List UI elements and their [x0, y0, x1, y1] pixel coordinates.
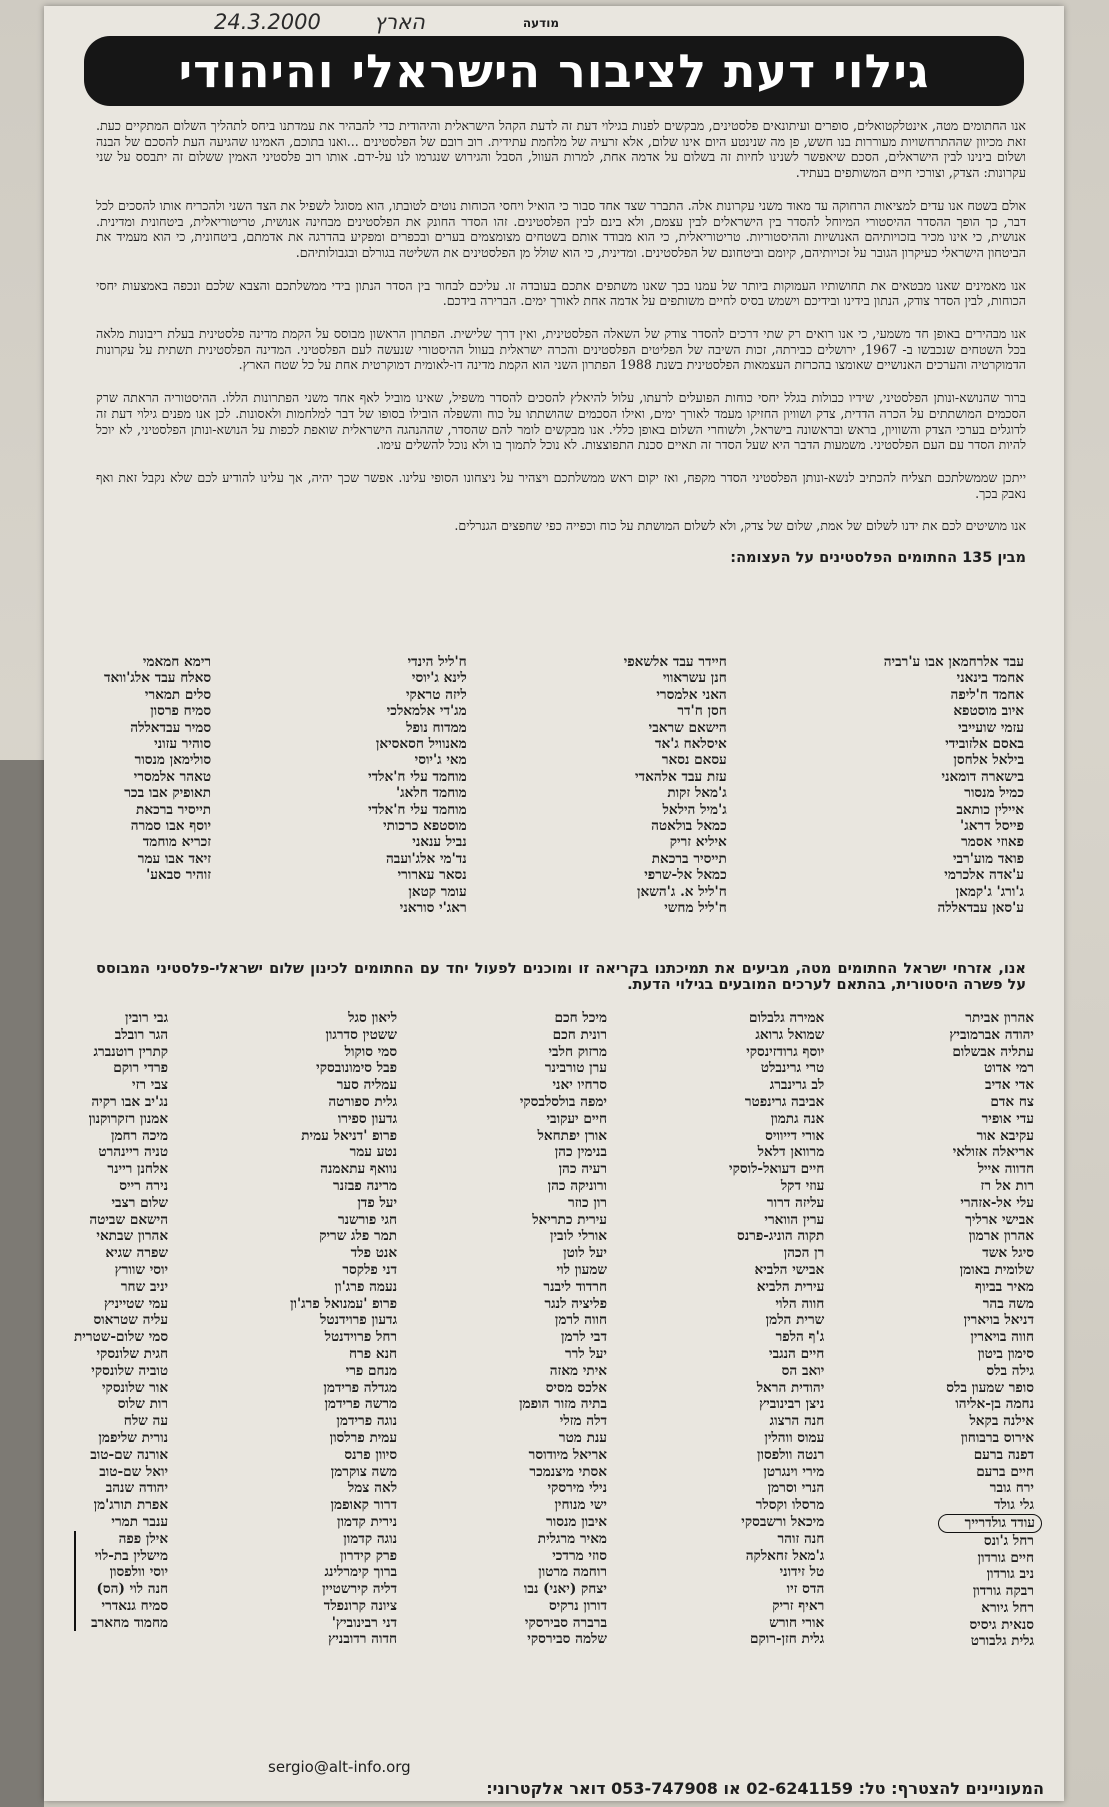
signatory-name: פרק קידרון	[339, 1547, 398, 1564]
signatory-name: איבון מנסור	[546, 1513, 607, 1530]
signatory-name: שלמה סבירסקי	[527, 1631, 607, 1648]
signatory-name: חווה בויארין	[970, 1329, 1034, 1346]
signatory-name: נביל ענאני	[412, 834, 467, 851]
signatory-name: נוואף עתאמנה	[320, 1161, 398, 1178]
signatory-name: אורלי לובין	[550, 1228, 607, 1245]
signatory-name: כמיל מנסור	[964, 785, 1024, 802]
signatory-name: שלומית באומן	[959, 1261, 1034, 1278]
signatory-name: נוגה פרידמן	[336, 1413, 398, 1430]
signatory-name: סוזי מרדכי	[552, 1547, 607, 1564]
signatory-name: סלים תמארי	[144, 686, 212, 703]
signatory-name: עירית כתריאל	[532, 1211, 607, 1228]
signatory-name: אריאל מיודוסר	[528, 1446, 607, 1463]
signatory-name: לאה צמל	[347, 1480, 398, 1497]
signatory-name: עה שלח	[123, 1413, 169, 1430]
signatory-name: מוחמד חלאג'	[396, 785, 467, 802]
signatory-name: אמנון רזקרוקנון	[88, 1110, 169, 1127]
signatory-name: ליזה טראקי	[405, 686, 467, 703]
signatory-name: יוסף גרודזינסקי	[746, 1043, 825, 1060]
signatory-name: רבקה גורדון	[972, 1583, 1034, 1600]
signatory-name: חגי פורשנר	[337, 1211, 398, 1228]
signatory-name: יעל פדן	[357, 1194, 398, 1211]
signatory-name: ענת מטר	[558, 1429, 607, 1446]
signatory-name: מג'די אלמאלכי	[386, 703, 467, 720]
paragraph: אולם בשטח אנו עדים למציאות הרחוקה עד מאוד משני עקרונות אלה. התברר שצד אחד סבור כי הואיל ויחסי הכוחות נוטים לטובתו, הוא מסוגל לשפיל את הצד השני ולהכריח אותו להסכים לכל דבר, כך הופך ההסדר ההיסטורי המיוחל להסדר בין הישראלים לבין עצמם, ולא בינם לבין הפלסטינים. זהו הסדר החונק את הפלסטינים מבחינה אנושית, טריטוריאלית, ביטחונית ומדינית. אנושית, כי אינו מכיר בזכויותיהם האנושיות וההיסטוריות. טריטוריאלית, כי הוא מבודד אותם בשטחים מצומצמים בערים ובכפרים ומפקיע בהדרגה את אדמתם, ביטחונית, כי הוא מעמיד את הביטחון הישראלי כעיקרון הגובר על זכויותיהם, קיומם וביטחונם של הפלסטינים. ומדינית, כי הוא שולל מן הפלסטינים את השליטה בגורלם ובגבולותיהם.	[96, 197, 1026, 260]
signatory-name: גבי רובין	[124, 1010, 169, 1026]
signatory-name: עזמי שועייבי	[958, 719, 1024, 736]
signatory-name: ערין הווארי	[764, 1211, 825, 1228]
signatory-name: האני אלמסרי	[656, 686, 727, 703]
signatory-name: גלית גלבורט	[970, 1633, 1034, 1650]
contact-email[interactable]: sergio@alt-info.org	[268, 1758, 411, 1776]
signatory-name: עבד אלרחמאן אבו ע'רביה	[883, 654, 1024, 670]
signatory-column	[104, 654, 211, 934]
signatory-column	[74, 1010, 168, 1740]
signatory-name: עדי אופיר	[981, 1110, 1034, 1127]
signatory-name: עירית הלביא	[756, 1278, 825, 1295]
page-title: גילוי דעת לציבור הישראלי והיהודי	[178, 44, 930, 98]
promo-label: מודעה	[522, 16, 559, 30]
signatory-name: גלית ספורטה	[328, 1093, 398, 1110]
signatory-name: ראיף זריק	[772, 1597, 825, 1614]
signatory-name: עקיבא אור	[976, 1127, 1034, 1144]
signatory-name: פאוזי אסמר	[961, 834, 1024, 851]
signatory-name: סרחיו יאני	[552, 1077, 607, 1094]
signatory-name: עודד גולדרייך	[938, 1514, 1042, 1533]
paragraph: אנו מבהירים באופן חד משמעי, כי אנו רואים רק שתי דרכים להסדר צודק של השאלה הפלסטינית, ואין דרך שלישית. הפתרון הראשון מבוסס על הקמת מדינה פלסטינית בעלת ריבונות מלאה בכל השטחים שנכבשו ב- 1967, ירושלים כבירתה, זכות השיבה של הפליטים הפלסטינים והכרה ישראלית בעוול ההיסטורי שנעשה לעם הפלסטיני. המדינה הפלסטינית תשתית על עקרונות הדמוקרטיה והערכים האנושיים שאומצו בהכרזת העצמאות הפלסטינית בשנת 1988 הפתרון השני הוא הקמת מדינה דו-לאומית דמוקרטית אחת על כל שטח הארץ.	[96, 326, 1026, 373]
signatory-name: מרינה פבזנר	[332, 1177, 398, 1194]
signatory-name: נוגה קדמון	[343, 1530, 398, 1547]
signatory-name: רנטה וולפסון	[757, 1446, 825, 1463]
signatory-name: נירה רייס	[119, 1177, 169, 1194]
signatory-name: מרשה פרידמן	[324, 1396, 398, 1413]
signatory-name: איליא זריק	[669, 834, 727, 851]
signatory-name: לב גרינברג	[769, 1077, 825, 1094]
signatory-name: עליה שטראוס	[93, 1312, 169, 1329]
signatory-name: יצחק (יאני) נבו	[523, 1581, 607, 1598]
signatory-column	[624, 654, 727, 934]
signatory-name: חווה הלוי	[775, 1295, 825, 1312]
signatory-name: נילי מירסקי	[547, 1480, 607, 1497]
signatory-name: יהודית הראל	[756, 1379, 825, 1396]
signatory-name: בישארה דומאני	[941, 768, 1024, 785]
signatory-name: חיים גורדון	[977, 1549, 1034, 1566]
signatory-name: רות שלוס	[117, 1396, 169, 1413]
signatory-name: עמוס ווהלין	[764, 1429, 825, 1446]
signatory-name: נד'מי אלג'ועבה	[385, 850, 467, 867]
signatory-name: מיכל חכם	[554, 1010, 607, 1026]
signatory-name: משה צוקרמן	[330, 1463, 398, 1480]
signatory-name: הישאם שראבי	[648, 719, 727, 736]
signatory-name: מנחם פרי	[345, 1362, 398, 1379]
signatory-name: ליאון סגל	[348, 1010, 398, 1026]
signatory-name: סמיח גנאדרי	[74, 1598, 168, 1615]
signatory-name: רחל גיורא	[981, 1599, 1034, 1616]
signatory-name: אביבה גרינפטר	[744, 1093, 825, 1110]
signatory-name: דלה מזלי	[559, 1413, 607, 1430]
signatory-name: אורנה שם-טוב	[90, 1446, 169, 1463]
signatory-name: רחל ג'ונס	[983, 1532, 1034, 1549]
signatory-name: דני פלקסר	[342, 1261, 398, 1278]
signatory-name: חנה לוי (הס)	[74, 1581, 168, 1598]
signatory-name: יעל לרר	[564, 1345, 607, 1362]
signatory-name: נסאר עארורי	[397, 867, 467, 884]
signatory-column	[946, 1010, 1034, 1740]
signatory-name: סאלח עבד אלג'וואד	[104, 670, 212, 687]
signatory-name: בנימין כהן	[554, 1144, 607, 1161]
signatory-name: סמי שלום-שטרית	[74, 1329, 169, 1346]
signatory-name: ערן טורבינר	[544, 1060, 607, 1077]
signatory-name: שלום רצבי	[111, 1194, 169, 1211]
newspaper-page	[44, 6, 1064, 1801]
signatory-name: חיים ברעם	[976, 1463, 1034, 1480]
signatory-name: פייסל דראג'	[960, 818, 1024, 835]
signatory-name: מאי ג'יוסי	[414, 752, 467, 769]
signatory-name: תמר פלג שריק	[319, 1228, 398, 1245]
signatory-name: חיים יעקובי	[546, 1110, 607, 1127]
signatory-name: כמאל בולאטה	[651, 818, 727, 835]
signatory-name: אהרון שבתאי	[96, 1228, 169, 1245]
footer	[244, 1756, 1044, 1800]
signatory-name: דפנה ברעם	[973, 1446, 1034, 1463]
signatory-name: רון כוזר	[568, 1194, 607, 1211]
signatory-name: דני רבינוביץ'	[331, 1614, 398, 1631]
signatory-name: ח'ליל א. ג'השאן	[637, 883, 727, 900]
signatory-column	[519, 1010, 607, 1740]
signatory-name: פבל סימונובסקי	[316, 1060, 398, 1077]
signatory-name: קתרין רוטנברג	[93, 1043, 169, 1060]
signatory-name: מאנוויל חסאסיאן	[375, 736, 467, 753]
signatory-name: עמי שטייניץ	[103, 1295, 169, 1312]
signatory-name: מיכאל ורשבסקי	[741, 1513, 825, 1530]
signatory-name: נג'יב אבו רקיה	[91, 1093, 169, 1110]
signatory-name: ציונה קרונפלד	[323, 1597, 398, 1614]
signatory-name: תייסיר ברכאת	[136, 801, 212, 818]
israeli-signatories	[74, 1010, 1034, 1740]
signatory-name: אסתי מיצנמכר	[529, 1463, 607, 1480]
signatory-name: איילין כותאב	[956, 801, 1024, 818]
signatory-name: אמירה גלבלום	[748, 1010, 825, 1026]
signatory-name: חנה זוהר	[777, 1530, 825, 1547]
signatory-name: יוסי וולפסון	[74, 1564, 168, 1581]
signatory-name: אבישי הלביא	[754, 1261, 825, 1278]
signatory-name: אורי חורש	[769, 1614, 825, 1631]
signatory-name: פרופ 'דניאל עמית	[301, 1127, 398, 1144]
signatory-name: דליה קירשטיין	[322, 1581, 398, 1598]
signatory-name: ג'ורג' ג'קמאן	[955, 883, 1024, 900]
signatory-name: ח'ליל הינדי	[407, 654, 467, 670]
signatory-name: גילה בלס	[986, 1362, 1034, 1379]
signatory-name: חיידר עבד אלשאפי	[623, 654, 727, 670]
signatory-name: נעמה פרג'ון	[334, 1278, 398, 1295]
signatory-name: יהודה אברמוביץ	[949, 1026, 1034, 1043]
signatory-name: תייסיר ברכאת	[651, 850, 727, 867]
signatory-name: אבישי ארליך	[965, 1211, 1034, 1228]
signatory-name: יואל שם-טוב	[99, 1463, 169, 1480]
paragraph: אנו מאמינים שאנו מבטאים את תחושותיו העמוקות ביותר של עמנו בכך שאנו משתפים אתכם בעובדה זו. עליכם לבחור בין הסדר הנתון בידי ממשלתכם והצבא שלכם ונכפה באמצעות יחסי הכוחות, לבין הסדר צודק, הנתון בידינו ובידיכם וישמש בסיס לחיים משותפים על אדמה אחת לאורך ימים. הברירה בידכם.	[96, 277, 1026, 309]
signatory-name: אדי אדיב	[985, 1077, 1034, 1094]
signatory-name: צח אדם	[990, 1093, 1034, 1110]
signatory-name: עוזי דקל	[780, 1177, 825, 1194]
signatory-name: מישלין בת-לוי	[74, 1548, 168, 1565]
handwritten-note: הארץ	[374, 10, 425, 34]
signatory-name: אפרת תורג'מן	[93, 1497, 169, 1514]
signatory-name: בתיה מזור הופמן	[519, 1396, 607, 1413]
signatory-name: מרסלו וקסלר	[755, 1497, 825, 1514]
signatory-name: זיאד אבו עמר	[137, 850, 212, 867]
signatory-name: רוחמה מרטון	[538, 1564, 607, 1581]
signatory-name: נחמה בן-אליהו	[955, 1396, 1034, 1413]
signatory-name: מרוואן דלאל	[757, 1144, 825, 1161]
signatory-name: מחמוד מחארב	[74, 1615, 168, 1632]
signatory-name: לינא ג'יוסי	[411, 670, 467, 687]
palestinian-signatories-heading: מבין 135 החתומים הפלסטינים על העצומה:	[730, 550, 1026, 567]
signatory-name: ברברה סבירסקי	[524, 1614, 607, 1631]
paragraph: ייתכן שממשלתכם תצליח להכתיב לנשא-ונותן הפלסטיני הסדר מקפח, ואז יקום ראש ממשלתכם ויצהיר על ניצחונו הסופי עלינו. אפשר שכך יהיה, אך עלינו להודיע לכם שלא נקבל זאת ואף נאבק בכך.	[96, 469, 1026, 501]
signatory-name: חסן ח'דר	[677, 703, 727, 720]
signatory-name: ששטין סדרגון	[325, 1026, 398, 1043]
contact-info: המעוניינים להצטרף: טל: 02-6241159 או 053-747908 דואר אלקטרוני:	[486, 1779, 1044, 1798]
signatory-name: עמית פרלסון	[329, 1429, 398, 1446]
signatory-name: מוחמד עלי ח'אלדי	[368, 768, 467, 785]
signatory-name: סוהיר עזוני	[154, 736, 212, 753]
signatory-name: ג'מאל זקות	[667, 785, 727, 802]
signatory-name: חנן עשראווי	[662, 670, 727, 687]
signatory-name: גלית חזן-רוקם	[749, 1631, 825, 1648]
signatory-name: תקוה הוניג-פרנס	[737, 1228, 825, 1245]
signatory-name: ג'מאל זחאלקה	[745, 1547, 825, 1564]
signatory-name: מגדלה פרידמן	[323, 1379, 398, 1396]
signatory-name: שפרה שגיא	[105, 1245, 169, 1262]
title-banner	[84, 36, 1024, 106]
signatory-name: מיכה רחמן	[110, 1127, 169, 1144]
signatory-name: טרי גרינבלט	[760, 1060, 825, 1077]
signatory-name: ניצן רבינוביץ	[759, 1396, 825, 1413]
signatory-name: שמואל גרואג	[755, 1026, 825, 1043]
signatory-name: חדוה רדובניץ	[328, 1631, 398, 1648]
signatory-name: אילנה בקאל	[969, 1413, 1034, 1430]
signatory-name: רונית חכם	[552, 1026, 607, 1043]
signatory-name: אורן יפתחאל	[537, 1127, 607, 1144]
signatory-name: סיגל אשד	[982, 1245, 1034, 1262]
signatory-name: אור שלונסקי	[101, 1379, 169, 1396]
signatory-name: גדעון ספירו	[337, 1110, 398, 1127]
signatory-name: רעיה כהן	[558, 1161, 607, 1178]
signatory-name: אירוס ברבוחון	[960, 1429, 1034, 1446]
signatory-column	[884, 654, 1024, 934]
signatory-name: זכריא מוחמד	[142, 834, 212, 851]
signatory-name: אנה גתמון	[770, 1110, 825, 1127]
article-body	[96, 118, 1026, 567]
signatory-name: חנא פרח	[349, 1345, 398, 1362]
background-edge	[0, 760, 44, 1807]
signatory-name: אורי דייוויס	[765, 1127, 825, 1144]
signatory-name: רות אל רז	[980, 1177, 1034, 1194]
signatory-name: טל זידוני	[779, 1564, 825, 1581]
signatory-name: מאיר מרגלית	[537, 1530, 607, 1547]
signatory-name: פליציה לנגר	[544, 1295, 607, 1312]
signatory-name: רחל פרוידנטל	[324, 1329, 398, 1346]
signatory-name: יהודה שנהב	[105, 1480, 169, 1497]
signatory-name: סמי סוקול	[344, 1043, 398, 1060]
signatory-name: אהרון אביתר	[965, 1010, 1034, 1026]
signatory-name: איתי מאזה	[549, 1362, 607, 1379]
signatory-name: הישאם שביטה	[89, 1211, 169, 1228]
signatory-name: פואד מוע'רבי	[952, 850, 1024, 867]
signatory-name: צבי רזי	[132, 1077, 169, 1094]
signatory-name: עתליה אבשלום	[952, 1043, 1034, 1060]
signatory-name: תאופיק אבו בכר	[124, 785, 212, 802]
signatory-name: יוסף אבו סמרה	[130, 818, 212, 835]
signatory-name: ע'אדה אלכרמי	[944, 867, 1024, 884]
signatory-name: עמליה סער	[336, 1077, 398, 1094]
signatory-name: נטע עמר	[349, 1144, 398, 1161]
signatory-name: אנט פלד	[350, 1245, 398, 1262]
signatory-name: חווה לרמן	[554, 1312, 607, 1329]
signatory-name: טניה ריינהרט	[98, 1144, 169, 1161]
signatory-name: דורון נרקיס	[548, 1597, 607, 1614]
palestinian-signatories	[104, 654, 1024, 934]
signatory-name: ממדוח נופל	[406, 719, 467, 736]
signatory-name: איסלאח ג'אד	[654, 736, 727, 753]
signatory-name: ישי מנוחין	[554, 1497, 607, 1514]
israeli-intro: אנו, אזרחי ישראל החתומים מטה, מביעים את תמיכתנו בקריאה זו ומוכנים לפעול יחד עם החתומים לכינון שלום ישראלי-פלסטיני המבוסס על פשרה היסטורית, בהתאם לערכים המובעים בגילוי הדעת.	[96, 961, 1026, 993]
israeli-intro-block	[96, 956, 1026, 993]
signatory-name: עומר קטאן	[408, 883, 467, 900]
signatory-name: רמי אדוט	[984, 1060, 1034, 1077]
signatory-name: ירח גובר	[989, 1480, 1034, 1497]
signatory-name: פרדי רוקם	[113, 1060, 169, 1077]
paragraph: ברור שהנושא-ונותן הפלסטיני, שידיו כבולות בגלל יחסי כוחות הפועלים לרעתו, עלול להיאלץ להסכים להסדר משפיל, שאינו מוביל לאף אחד משני הפתרונות הללו. ההיסטוריה הראתה שרק הסכמים המושתתים על הכרה הדדית, צדק ושוויון החזיקו מעמד לאורך ימים, ואילו הסכמים שהושתתו על כוח והשפלה הובילו בסופו של דבר למלחמות ולאסונות. לכן אנו מפנים גילוי דעת זה לדוגלים בערכי הצדק והשוויון, בראש ובראשונה בישראל, ולשוחרי השלום באופן כללי. אנו מבקשים לומר להם שהסדר, שההנהגה הישראלית שואפת לכפות על הנושא-ונותן הפלסטיני, לא יוכל להיות הסדר עם העם הפלסטיני. משמעות הדבר היא שעל הסדר זה תאיים סכנת התפוצצות. לא נוכל לתמוך בו ולא נוכל להשלים עימו.	[96, 390, 1026, 453]
signatory-name: ניב גורדון	[986, 1566, 1034, 1583]
signatory-name: סימון ביטון	[977, 1345, 1034, 1362]
signatory-name: ורוניקה כהן	[547, 1177, 607, 1194]
signatory-name: סמיח פרסון	[150, 703, 212, 720]
signatory-name: עזת עבד אלהאדי	[634, 768, 727, 785]
signatory-name: איוב מוסטפא	[953, 703, 1024, 720]
signatory-name: אריאלה אזולאי	[952, 1144, 1034, 1161]
signatory-name: אחמד בינאני	[956, 670, 1024, 687]
signatory-name: ברוך קימרלינג	[324, 1564, 398, 1581]
signatory-name: עלי אל-אזהרי	[960, 1194, 1034, 1211]
signatory-name: יניב שחר	[120, 1278, 169, 1295]
signatory-name: מוחמד עלי ח'אלדי	[368, 801, 467, 818]
signatory-name: דניאל בויארין	[963, 1312, 1034, 1329]
signatory-name: ענבר תמרי	[111, 1513, 169, 1530]
signatory-name: אחמד ח'ליפה	[950, 686, 1024, 703]
signatory-name: טאהר אלמסרי	[133, 768, 212, 785]
signatory-name: אלחנן ריינר	[107, 1161, 169, 1178]
signatory-name: סולימאן מנסור	[134, 752, 212, 769]
signatory-name: חרדוד ליבנר	[543, 1278, 607, 1295]
signatory-name: רימא חמאמי	[142, 654, 212, 670]
signatory-name: הדס זיו	[786, 1581, 825, 1598]
signatory-name: חנה הרצוג	[769, 1413, 825, 1430]
signatory-name: מוסטפא כרכותי	[383, 818, 467, 835]
signatory-name: ימפה בולסלבסקי	[519, 1093, 607, 1110]
signatory-column	[729, 1010, 824, 1740]
signatory-name: סמיר עבדאללה	[130, 719, 212, 736]
signatory-name: סופר שמעון בלס	[946, 1379, 1034, 1396]
signatory-name: גלי גולד	[993, 1497, 1034, 1514]
signatory-name: כמאל אל-שרפי	[644, 867, 727, 884]
paragraph: אנו מושיטים לכם את ידנו לשלום של אמת, שלום של צדק, ולא לשלום המושתת על כוח וכפייה כפי שחפצים הגנרלים.	[454, 518, 1026, 534]
signatory-name: ע'סאן עבדאללה	[937, 900, 1024, 917]
signatory-name: ג'מיל הילאל	[662, 801, 727, 818]
handwritten-date: 24.3.2000	[214, 10, 321, 34]
signatory-column	[368, 654, 467, 934]
paragraph: אנו החתומים מטה, אינטלקטואלים, סופרים ועיתונאים פלסטינים, מבקשים לפנות בגילוי דעת זה לדעת הקהל הישראלית והיהודית כדי להבהיר את עמדתנו ביחס לתהליך השלום המתקיים כעת. זאת מכיוון שההתרחשויות מעוררות בנו חשש, פן מה שנינטע היום אינו שלום, אלא זרעיה של מלחמת עתידית. רוב רובם של הפלסטינים ...ואנו בתוכם, האמינו שהגיעה העת להסכם של הבנה ושלום בינינו לבין הישראלים, הסכם שיאפשר לשנינו לחיות זה בשלום על אדמה אחת, למרות העוול, הסבל והגירוש שנגרמו לנו על-ידם. אותו רוב פלסטיני האמין ששלום זה יתבסס על שני עקרונות: הצדק, וצורכי חיים המשותפים בעתיד.	[96, 118, 1026, 181]
signatory-name: שרית הלמן	[765, 1312, 825, 1329]
signatory-name: מרזוק חלבי	[548, 1043, 607, 1060]
signatory-name: בילאל אלחסן	[953, 752, 1024, 769]
signatory-name: חגית שלונסקי	[96, 1345, 169, 1362]
signatory-name: שמעון לוי	[556, 1261, 607, 1278]
signatory-name: באסם אלזובידי	[945, 736, 1024, 753]
signatory-name: נירית קדמון	[336, 1513, 398, 1530]
signatory-column	[290, 1010, 397, 1740]
signatory-name: ג'ף הלפר	[775, 1329, 825, 1346]
signatory-name: הנרי וסרמן	[767, 1480, 825, 1497]
signatory-name: רן הכהן	[783, 1245, 825, 1262]
signatory-name: ראג'י סוראני	[399, 900, 467, 917]
signatory-name: עסאם נסאר	[661, 752, 727, 769]
signatory-name: יעל לוטן	[563, 1245, 607, 1262]
signatory-name: פרופ 'עמנואל פרג'ון	[290, 1295, 398, 1312]
signatory-name: טוביה שלונסקי	[91, 1362, 169, 1379]
signatory-name: עליזה דרור	[766, 1194, 825, 1211]
signatory-name: דרור קאופמן	[330, 1497, 398, 1514]
signatory-name: גדעון פרוידנטל	[320, 1312, 398, 1329]
signatory-name: חדווה אייל	[977, 1161, 1034, 1178]
signatory-name: נורית שליפמן	[98, 1429, 169, 1446]
signatory-name: אילן פפה	[74, 1531, 168, 1548]
signatory-name: מירי וינגרטן	[763, 1463, 825, 1480]
signatory-name: חיים דעואל-לוסקי	[729, 1161, 825, 1178]
signatory-name: סיוון פרנס	[344, 1446, 398, 1463]
signatory-name: יוסי שוורץ	[114, 1261, 169, 1278]
signatory-name: חיים הנגבי	[769, 1345, 825, 1362]
signatory-name: משה בהר	[982, 1295, 1034, 1312]
signatory-name: אהרון ארמון	[968, 1228, 1034, 1245]
signatory-name: מאיר בביוף	[975, 1278, 1034, 1295]
signatory-name: יואב הס	[781, 1362, 825, 1379]
signatory-name: סנאית גיסיס	[969, 1616, 1034, 1633]
signatory-name: דבי לרמן	[561, 1329, 607, 1346]
signatory-name: אלכס מסיס	[545, 1379, 607, 1396]
signatory-name: זוהיר סבאע'	[146, 867, 212, 884]
signatory-name: הגר רובלב	[114, 1026, 169, 1043]
signatory-name: ח'ליל מחשי	[664, 900, 727, 917]
